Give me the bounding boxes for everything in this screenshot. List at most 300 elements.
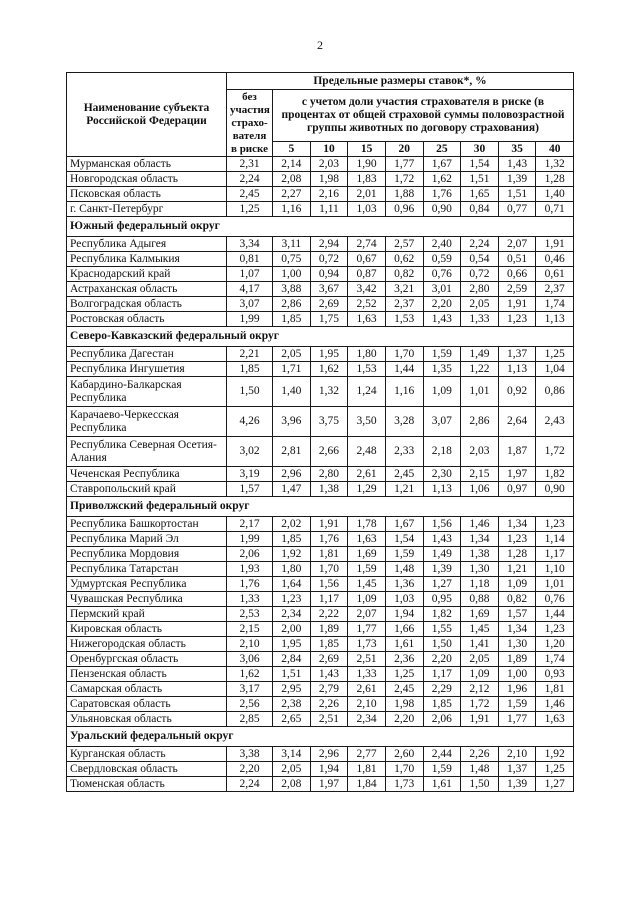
rate-with-risk: 1,16 bbox=[385, 377, 423, 407]
rate-with-risk: 1,30 bbox=[498, 637, 536, 652]
region-name: Курганская область bbox=[67, 747, 227, 762]
rate-with-risk: 2,26 bbox=[310, 697, 348, 712]
rate-with-risk: 1,81 bbox=[536, 682, 574, 697]
region-name: г. Санкт-Петербург bbox=[67, 202, 227, 217]
rate-with-risk: 1,83 bbox=[348, 172, 386, 187]
rate-without-risk: 1,93 bbox=[227, 562, 273, 577]
rate-without-risk: 1,85 bbox=[227, 362, 273, 377]
rate-with-risk: 1,51 bbox=[273, 667, 311, 682]
rate-with-risk: 1,45 bbox=[348, 577, 386, 592]
rate-with-risk: 1,37 bbox=[498, 762, 536, 777]
rate-with-risk: 2,66 bbox=[310, 437, 348, 467]
rate-with-risk: 1,17 bbox=[310, 592, 348, 607]
rate-with-risk: 2,48 bbox=[348, 437, 386, 467]
rate-with-risk: 1,91 bbox=[536, 237, 574, 252]
rate-with-risk: 1,96 bbox=[498, 682, 536, 697]
table-row bbox=[67, 467, 574, 482]
rate-with-risk: 0,46 bbox=[536, 252, 574, 267]
rate-with-risk: 1,91 bbox=[498, 297, 536, 312]
rate-with-risk: 0,90 bbox=[536, 482, 574, 497]
rate-with-risk: 1,80 bbox=[348, 347, 386, 362]
rate-with-risk: 3,01 bbox=[423, 282, 461, 297]
district-title: Уральский федеральный округ bbox=[67, 727, 574, 747]
table-row bbox=[67, 517, 574, 532]
rate-with-risk: 2,07 bbox=[498, 237, 536, 252]
rate-with-risk: 2,08 bbox=[273, 777, 311, 792]
rate-with-risk: 1,77 bbox=[348, 622, 386, 637]
rate-with-risk: 1,38 bbox=[310, 482, 348, 497]
rate-with-risk: 1,64 bbox=[273, 577, 311, 592]
rate-with-risk: 1,95 bbox=[273, 637, 311, 652]
rate-with-risk: 1,09 bbox=[423, 377, 461, 407]
rate-with-risk: 1,27 bbox=[536, 777, 574, 792]
rate-with-risk: 0,54 bbox=[461, 252, 499, 267]
rate-with-risk: 1,70 bbox=[385, 347, 423, 362]
rate-without-risk: 1,99 bbox=[227, 532, 273, 547]
rate-with-risk: 0,90 bbox=[423, 202, 461, 217]
table-row bbox=[67, 622, 574, 637]
rate-with-risk: 2,86 bbox=[461, 407, 499, 437]
rate-without-risk: 1,62 bbox=[227, 667, 273, 682]
rate-with-risk: 1,85 bbox=[273, 312, 311, 327]
rate-with-risk: 1,44 bbox=[536, 607, 574, 622]
rate-with-risk: 1,47 bbox=[273, 482, 311, 497]
rate-with-risk: 1,85 bbox=[273, 532, 311, 547]
rate-without-risk: 1,50 bbox=[227, 377, 273, 407]
rate-with-risk: 1,35 bbox=[423, 362, 461, 377]
rate-with-risk: 0,71 bbox=[536, 202, 574, 217]
rate-with-risk: 2,03 bbox=[461, 437, 499, 467]
rate-with-risk: 1,25 bbox=[536, 762, 574, 777]
rate-with-risk: 1,88 bbox=[385, 187, 423, 202]
rate-with-risk: 1,01 bbox=[536, 577, 574, 592]
rate-with-risk: 1,63 bbox=[536, 712, 574, 727]
rate-with-risk: 1,91 bbox=[310, 517, 348, 532]
rate-with-risk: 2,00 bbox=[273, 622, 311, 637]
rate-with-risk: 0,96 bbox=[385, 202, 423, 217]
rate-without-risk: 2,45 bbox=[227, 187, 273, 202]
table-row bbox=[67, 377, 574, 407]
table-row bbox=[67, 187, 574, 202]
rate-with-risk: 2,69 bbox=[310, 652, 348, 667]
rate-without-risk: 1,25 bbox=[227, 202, 273, 217]
table-row bbox=[67, 252, 574, 267]
region-name: Самарская область bbox=[67, 682, 227, 697]
rate-with-risk: 2,15 bbox=[461, 467, 499, 482]
rate-with-risk: 1,85 bbox=[310, 637, 348, 652]
rate-with-risk: 0,66 bbox=[498, 267, 536, 282]
rate-without-risk: 2,17 bbox=[227, 517, 273, 532]
rate-with-risk: 2,30 bbox=[423, 467, 461, 482]
rate-without-risk: 3,19 bbox=[227, 467, 273, 482]
rate-with-risk: 2,69 bbox=[310, 297, 348, 312]
rate-with-risk: 2,81 bbox=[273, 437, 311, 467]
rate-with-risk: 1,48 bbox=[385, 562, 423, 577]
rate-with-risk: 1,23 bbox=[273, 592, 311, 607]
rate-with-risk: 1,27 bbox=[423, 577, 461, 592]
rate-with-risk: 1,09 bbox=[461, 667, 499, 682]
rate-with-risk: 1,85 bbox=[423, 697, 461, 712]
table-row bbox=[67, 172, 574, 187]
table-row bbox=[67, 667, 574, 682]
rate-without-risk: 2,15 bbox=[227, 622, 273, 637]
region-name: Свердловская область bbox=[67, 762, 227, 777]
header-percent-15: 15 bbox=[348, 142, 386, 157]
rate-with-risk: 1,54 bbox=[385, 532, 423, 547]
table-row bbox=[67, 407, 574, 437]
rate-with-risk: 2,01 bbox=[348, 187, 386, 202]
table-row bbox=[67, 637, 574, 652]
region-name: Республика Адыгея bbox=[67, 237, 227, 252]
rate-with-risk: 0,76 bbox=[536, 592, 574, 607]
rate-with-risk: 2,96 bbox=[273, 467, 311, 482]
header-percent-20: 20 bbox=[385, 142, 423, 157]
rate-with-risk: 1,30 bbox=[461, 562, 499, 577]
region-name: Республика Мордовия bbox=[67, 547, 227, 562]
rate-with-risk: 1,72 bbox=[385, 172, 423, 187]
rate-with-risk: 1,71 bbox=[273, 362, 311, 377]
rate-without-risk: 2,10 bbox=[227, 637, 273, 652]
region-name: Республика Северная Осетия-Алания bbox=[67, 437, 227, 467]
header-with-risk: с учетом доли участия страхователя в риске (в процентах от общей страховой суммы половозрастной группы животных по договору страхования) bbox=[273, 90, 574, 142]
rate-with-risk: 1,49 bbox=[423, 547, 461, 562]
rate-with-risk: 2,51 bbox=[348, 652, 386, 667]
district-title: Приволжский федеральный округ bbox=[67, 497, 574, 517]
rate-with-risk: 1,74 bbox=[536, 652, 574, 667]
rate-with-risk: 1,98 bbox=[385, 697, 423, 712]
rate-with-risk: 2,05 bbox=[273, 762, 311, 777]
rate-with-risk: 3,14 bbox=[273, 747, 311, 762]
region-name: Республика Дагестан bbox=[67, 347, 227, 362]
region-name: Республика Ингушетия bbox=[67, 362, 227, 377]
region-name: Чеченская Республика bbox=[67, 467, 227, 482]
rate-with-risk: 2,96 bbox=[310, 747, 348, 762]
district-title: Северо-Кавказский федеральный округ bbox=[67, 327, 574, 347]
rate-with-risk: 0,72 bbox=[310, 252, 348, 267]
rate-without-risk: 1,07 bbox=[227, 267, 273, 282]
region-name: Нижегородская область bbox=[67, 637, 227, 652]
table-row bbox=[67, 592, 574, 607]
rate-with-risk: 1,29 bbox=[348, 482, 386, 497]
rate-with-risk: 2,79 bbox=[310, 682, 348, 697]
rate-with-risk: 2,07 bbox=[348, 607, 386, 622]
region-name: Псковская область bbox=[67, 187, 227, 202]
rate-with-risk: 1,90 bbox=[348, 157, 386, 172]
rate-with-risk: 2,52 bbox=[348, 297, 386, 312]
rate-with-risk: 0,62 bbox=[385, 252, 423, 267]
rate-with-risk: 2,27 bbox=[273, 187, 311, 202]
rate-with-risk: 1,41 bbox=[461, 637, 499, 652]
rate-with-risk: 3,96 bbox=[273, 407, 311, 437]
rate-with-risk: 1,36 bbox=[385, 577, 423, 592]
rate-with-risk: 1,34 bbox=[498, 517, 536, 532]
table-row bbox=[67, 607, 574, 622]
district-row bbox=[67, 217, 574, 237]
rate-without-risk: 2,31 bbox=[227, 157, 273, 172]
rate-with-risk: 0,92 bbox=[498, 377, 536, 407]
rate-with-risk: 3,11 bbox=[273, 237, 311, 252]
table-row bbox=[67, 482, 574, 497]
rate-with-risk: 0,95 bbox=[423, 592, 461, 607]
table-row bbox=[67, 577, 574, 592]
rate-with-risk: 0,72 bbox=[461, 267, 499, 282]
rate-with-risk: 1,28 bbox=[536, 172, 574, 187]
rate-with-risk: 1,40 bbox=[536, 187, 574, 202]
rate-with-risk: 1,67 bbox=[423, 157, 461, 172]
table-row bbox=[67, 762, 574, 777]
rate-with-risk: 2,59 bbox=[498, 282, 536, 297]
table-row bbox=[67, 532, 574, 547]
rate-with-risk: 1,43 bbox=[498, 157, 536, 172]
rate-with-risk: 2,61 bbox=[348, 467, 386, 482]
region-name: Ставропольский край bbox=[67, 482, 227, 497]
rate-with-risk: 1,67 bbox=[385, 517, 423, 532]
region-name: Ульяновская область bbox=[67, 712, 227, 727]
rate-with-risk: 2,12 bbox=[461, 682, 499, 697]
rate-with-risk: 1,97 bbox=[498, 467, 536, 482]
rate-with-risk: 1,51 bbox=[461, 172, 499, 187]
rate-with-risk: 1,13 bbox=[498, 362, 536, 377]
table-row bbox=[67, 747, 574, 762]
rate-with-risk: 1,77 bbox=[385, 157, 423, 172]
rate-with-risk: 0,97 bbox=[498, 482, 536, 497]
region-name: Республика Калмыкия bbox=[67, 252, 227, 267]
rate-with-risk: 2,64 bbox=[498, 407, 536, 437]
table-header bbox=[67, 73, 574, 157]
rate-with-risk: 1,04 bbox=[536, 362, 574, 377]
table-row bbox=[67, 267, 574, 282]
rate-with-risk: 1,63 bbox=[348, 312, 386, 327]
rate-with-risk: 1,89 bbox=[310, 622, 348, 637]
rate-with-risk: 1,92 bbox=[273, 547, 311, 562]
rate-with-risk: 2,77 bbox=[348, 747, 386, 762]
region-name: Астраханская область bbox=[67, 282, 227, 297]
rate-with-risk: 2,33 bbox=[385, 437, 423, 467]
rate-with-risk: 2,80 bbox=[461, 282, 499, 297]
rate-without-risk: 4,26 bbox=[227, 407, 273, 437]
rate-with-risk: 1,23 bbox=[536, 517, 574, 532]
rate-with-risk: 1,03 bbox=[385, 592, 423, 607]
rate-with-risk: 2,18 bbox=[423, 437, 461, 467]
rate-with-risk: 2,20 bbox=[423, 652, 461, 667]
rate-with-risk: 1,38 bbox=[461, 547, 499, 562]
rate-with-risk: 1,69 bbox=[461, 607, 499, 622]
region-name: Кировская область bbox=[67, 622, 227, 637]
table-row bbox=[67, 297, 574, 312]
region-name: Республика Марий Эл bbox=[67, 532, 227, 547]
rate-with-risk: 1,16 bbox=[273, 202, 311, 217]
rate-with-risk: 2,94 bbox=[310, 237, 348, 252]
rate-with-risk: 3,75 bbox=[310, 407, 348, 437]
rate-with-risk: 1,76 bbox=[423, 187, 461, 202]
rate-with-risk: 1,14 bbox=[536, 532, 574, 547]
rate-with-risk: 1,46 bbox=[536, 697, 574, 712]
rate-with-risk: 1,10 bbox=[536, 562, 574, 577]
rate-without-risk: 3,34 bbox=[227, 237, 273, 252]
rates-table bbox=[66, 72, 574, 792]
rate-with-risk: 1,50 bbox=[423, 637, 461, 652]
rate-with-risk: 1,81 bbox=[348, 762, 386, 777]
rate-with-risk: 1,55 bbox=[423, 622, 461, 637]
rate-with-risk: 1,62 bbox=[310, 362, 348, 377]
region-name: Краснодарский край bbox=[67, 267, 227, 282]
rate-with-risk: 1,06 bbox=[461, 482, 499, 497]
rate-with-risk: 0,84 bbox=[461, 202, 499, 217]
rate-with-risk: 0,94 bbox=[310, 267, 348, 282]
rate-with-risk: 2,10 bbox=[498, 747, 536, 762]
district-row bbox=[67, 727, 574, 747]
table-row bbox=[67, 777, 574, 792]
table-row bbox=[67, 652, 574, 667]
rate-with-risk: 1,25 bbox=[385, 667, 423, 682]
rate-with-risk: 0,61 bbox=[536, 267, 574, 282]
rate-with-risk: 1,49 bbox=[461, 347, 499, 362]
rate-with-risk: 3,88 bbox=[273, 282, 311, 297]
rate-with-risk: 1,17 bbox=[423, 667, 461, 682]
rate-with-risk: 0,75 bbox=[273, 252, 311, 267]
rate-with-risk: 1,20 bbox=[536, 637, 574, 652]
rate-with-risk: 2,74 bbox=[348, 237, 386, 252]
rate-with-risk: 1,25 bbox=[536, 347, 574, 362]
rate-with-risk: 1,73 bbox=[385, 777, 423, 792]
table-body bbox=[67, 157, 574, 792]
header-without-risk: без участия страхо-вателя в риске bbox=[227, 90, 273, 157]
rate-with-risk: 1,51 bbox=[498, 187, 536, 202]
header-percent-5: 5 bbox=[273, 142, 311, 157]
rate-with-risk: 2,45 bbox=[385, 682, 423, 697]
header-percent-40: 40 bbox=[536, 142, 574, 157]
rate-without-risk: 4,17 bbox=[227, 282, 273, 297]
rate-with-risk: 1,53 bbox=[348, 362, 386, 377]
rate-with-risk: 1,89 bbox=[498, 652, 536, 667]
rate-with-risk: 0,77 bbox=[498, 202, 536, 217]
rate-with-risk: 2,44 bbox=[423, 747, 461, 762]
rate-with-risk: 1,34 bbox=[498, 622, 536, 637]
rate-with-risk: 1,00 bbox=[273, 267, 311, 282]
rate-with-risk: 1,17 bbox=[536, 547, 574, 562]
rate-with-risk: 1,91 bbox=[461, 712, 499, 727]
rate-with-risk: 1,32 bbox=[536, 157, 574, 172]
rate-with-risk: 0,76 bbox=[423, 267, 461, 282]
rate-with-risk: 1,59 bbox=[423, 762, 461, 777]
rate-with-risk: 1,09 bbox=[348, 592, 386, 607]
rate-with-risk: 1,82 bbox=[536, 467, 574, 482]
table-row bbox=[67, 202, 574, 217]
rate-without-risk: 2,21 bbox=[227, 347, 273, 362]
rate-with-risk: 1,98 bbox=[310, 172, 348, 187]
rate-with-risk: 1,59 bbox=[423, 347, 461, 362]
rate-with-risk: 3,21 bbox=[385, 282, 423, 297]
rate-with-risk: 1,21 bbox=[498, 562, 536, 577]
rate-with-risk: 1,61 bbox=[423, 777, 461, 792]
rate-with-risk: 1,24 bbox=[348, 377, 386, 407]
rate-with-risk: 1,37 bbox=[498, 347, 536, 362]
rate-with-risk: 1,56 bbox=[423, 517, 461, 532]
rate-with-risk: 2,06 bbox=[423, 712, 461, 727]
rate-with-risk: 2,24 bbox=[461, 237, 499, 252]
rate-without-risk: 2,56 bbox=[227, 697, 273, 712]
rate-with-risk: 2,65 bbox=[273, 712, 311, 727]
region-name: Республика Татарстан bbox=[67, 562, 227, 577]
rate-with-risk: 1,22 bbox=[461, 362, 499, 377]
rate-with-risk: 1,63 bbox=[348, 532, 386, 547]
rate-with-risk: 3,42 bbox=[348, 282, 386, 297]
rate-with-risk: 1,40 bbox=[273, 377, 311, 407]
region-name: Оренбургская область bbox=[67, 652, 227, 667]
page-number: 2 bbox=[317, 38, 323, 52]
rate-with-risk: 2,40 bbox=[423, 237, 461, 252]
rate-with-risk: 1,97 bbox=[310, 777, 348, 792]
header-percent-25: 25 bbox=[423, 142, 461, 157]
region-name: Ростовская область bbox=[67, 312, 227, 327]
rate-with-risk: 2,45 bbox=[385, 467, 423, 482]
rate-with-risk: 1,65 bbox=[461, 187, 499, 202]
rate-with-risk: 2,34 bbox=[273, 607, 311, 622]
table-row bbox=[67, 562, 574, 577]
rate-with-risk: 1,39 bbox=[498, 172, 536, 187]
rate-without-risk: 3,07 bbox=[227, 297, 273, 312]
rate-with-risk: 0,88 bbox=[461, 592, 499, 607]
region-name: Тюменская область bbox=[67, 777, 227, 792]
rate-with-risk: 2,51 bbox=[310, 712, 348, 727]
rate-with-risk: 2,02 bbox=[273, 517, 311, 532]
rate-with-risk: 1,43 bbox=[310, 667, 348, 682]
rate-with-risk: 2,37 bbox=[536, 282, 574, 297]
rate-with-risk: 1,32 bbox=[310, 377, 348, 407]
rate-with-risk: 1,62 bbox=[423, 172, 461, 187]
rate-with-risk: 2,20 bbox=[385, 712, 423, 727]
rate-with-risk: 2,29 bbox=[423, 682, 461, 697]
rate-with-risk: 0,67 bbox=[348, 252, 386, 267]
rate-with-risk: 1,00 bbox=[498, 667, 536, 682]
rate-without-risk: 3,38 bbox=[227, 747, 273, 762]
rate-without-risk: 1,33 bbox=[227, 592, 273, 607]
rate-without-risk: 1,57 bbox=[227, 482, 273, 497]
rate-with-risk: 3,07 bbox=[423, 407, 461, 437]
region-name: Республика Башкортостан bbox=[67, 517, 227, 532]
rate-with-risk: 1,77 bbox=[498, 712, 536, 727]
table-row bbox=[67, 347, 574, 362]
rate-with-risk: 1,56 bbox=[310, 577, 348, 592]
rate-with-risk: 1,44 bbox=[385, 362, 423, 377]
rate-with-risk: 1,11 bbox=[310, 202, 348, 217]
rate-with-risk: 1,43 bbox=[423, 312, 461, 327]
rate-with-risk: 1,21 bbox=[385, 482, 423, 497]
rate-with-risk: 0,86 bbox=[536, 377, 574, 407]
region-name: Саратовская область bbox=[67, 697, 227, 712]
rate-with-risk: 2,61 bbox=[348, 682, 386, 697]
rate-with-risk: 1,72 bbox=[461, 697, 499, 712]
rate-without-risk: 1,99 bbox=[227, 312, 273, 327]
table-row bbox=[67, 547, 574, 562]
rate-with-risk: 2,03 bbox=[310, 157, 348, 172]
rate-without-risk: 3,17 bbox=[227, 682, 273, 697]
rate-with-risk: 2,34 bbox=[348, 712, 386, 727]
rate-with-risk: 2,80 bbox=[310, 467, 348, 482]
table-row bbox=[67, 712, 574, 727]
rate-without-risk: 0,81 bbox=[227, 252, 273, 267]
rate-with-risk: 3,50 bbox=[348, 407, 386, 437]
rate-with-risk: 2,57 bbox=[385, 237, 423, 252]
rate-without-risk: 3,06 bbox=[227, 652, 273, 667]
rate-with-risk: 3,67 bbox=[310, 282, 348, 297]
rate-with-risk: 1,95 bbox=[310, 347, 348, 362]
rate-with-risk: 1,46 bbox=[461, 517, 499, 532]
rate-with-risk: 1,78 bbox=[348, 517, 386, 532]
region-name: Кабардино-Балкарская Республика bbox=[67, 377, 227, 407]
table-row bbox=[67, 697, 574, 712]
rate-with-risk: 1,43 bbox=[423, 532, 461, 547]
